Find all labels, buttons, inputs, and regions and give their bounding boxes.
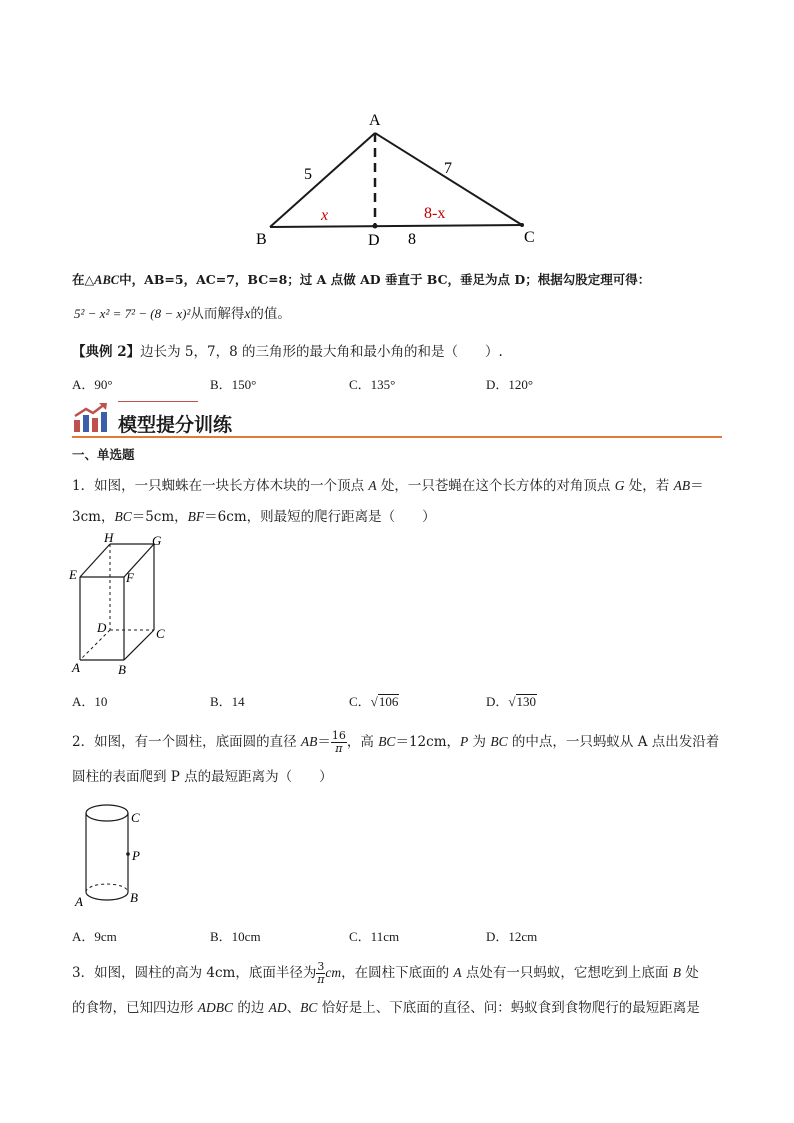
q1-option-a: A．10 (72, 694, 108, 709)
intro-line: 在△ABC中，AB=5，AC=7，BC=8；过 A 点做 AD 垂直于 BC，垂足为点 D；根据勾股定理可得： (72, 272, 651, 287)
cuboid-label-h: H (104, 532, 114, 545)
sqrt-sign: √ (508, 694, 516, 709)
example2-option-c: C．135° (349, 377, 396, 392)
cuboid-label-c: C (156, 626, 165, 641)
q2-line2: 圆柱的表面爬到 P 点的最短距离为（ ） (72, 769, 333, 785)
q1-option-b: B．14 (210, 694, 245, 709)
vertex-d-label: D (368, 232, 380, 249)
side-ab-label: 5 (304, 166, 312, 183)
q1-option-d: D．√130 (486, 694, 537, 709)
sqrt-sign: √ (370, 694, 378, 709)
cylinder-label-b: B (130, 890, 138, 905)
q2-option-b: B．10cm (210, 929, 261, 944)
cuboid-label-f: F (126, 570, 134, 585)
intro-equation: 5² − x² = 7² − (8 − x)²从而解得x的值。 (74, 306, 291, 322)
cylinder-figure (72, 800, 152, 912)
q1-line2: 3cm，BC＝5cm，BF＝6cm，则最短的爬行距离是（ ） (72, 509, 436, 525)
cuboid-label-d: D (97, 620, 107, 635)
side-ac-label: 7 (444, 160, 452, 177)
cuboid-label-b: B (118, 662, 126, 677)
triangle-figure (250, 105, 550, 250)
example2-option-b: B．150° (210, 377, 257, 392)
cylinder-label-p: P (132, 848, 140, 863)
cuboid-label-g: G (152, 533, 162, 548)
cylinder-label-c: C (131, 810, 140, 825)
q2-option-c: C．11cm (349, 929, 400, 944)
seg-bd-label: x (321, 207, 329, 224)
q3-line2: 的食物，已知四边形 ADBC 的边 AD、BC 恰好是上、下底面的直径、问：蚂蚁食到食物爬行的最短距离是 (72, 1000, 700, 1016)
example2-question: 【典例 2】边长为 5，7，8 的三角形的最大角和最小角的和是（ ）. (72, 344, 503, 360)
q1-line1: 1．如图，一只蜘蛛在一块长方体木块的一个顶点 A 处，一只苍蝇在这个长方体的对角顶点 G 处，若 AB＝ (72, 478, 704, 494)
q1-option-c: C．√106 (349, 694, 399, 709)
q3-fraction: $\frac{3}{\pi}$ (317, 960, 325, 986)
vertex-b-label: B (256, 231, 267, 248)
cylinder-label-a: A (75, 894, 83, 909)
seg-dc-label: 8-x (424, 205, 446, 222)
vertex-c-label: C (524, 229, 535, 246)
part1-heading: 一、单选题 (72, 447, 135, 462)
q2-option-d: D．12cm (486, 929, 538, 944)
example2-option-a: A．90° (72, 377, 113, 392)
q2-option-a: A．9cm (72, 929, 117, 944)
vertex-a-label: A (369, 112, 381, 129)
side-bc-label: 8 (408, 231, 416, 248)
cuboid-figure (68, 532, 178, 680)
cuboid-label-a: A (72, 660, 80, 675)
q3-line1: 3．如图，圆柱的高为 4cm，底面半径为 $\frac{3}{\pi}$ cm，在圆柱下底面的 A 点处有一只蚂蚁，它想吃到上底面 B 处 (72, 960, 699, 986)
q2-line1: 2．如图，有一个圆柱，底面圆的直径 AB＝ $\frac{16}{\pi}$ ，高 BC＝12cm，P 为 BC 的中点，一只蚂蚁从 A 点出发沿着 (72, 729, 720, 755)
q2-fraction: $\frac{16}{\pi}$ (331, 729, 346, 755)
section-top-rule (118, 401, 198, 402)
section-title: 模型提分训练 (118, 414, 233, 436)
section-divider (72, 436, 722, 438)
chart-growth-icon (72, 402, 110, 434)
example2-option-d: D．120° (486, 377, 534, 392)
cuboid-label-e: E (69, 567, 77, 582)
